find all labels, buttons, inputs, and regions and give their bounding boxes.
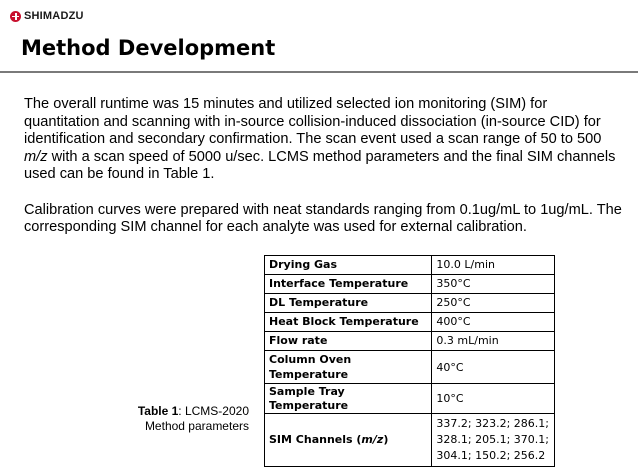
param-value: 10°C xyxy=(432,384,555,414)
param-name: Column Oven Temperature xyxy=(265,351,432,384)
lcms-parameters-table xyxy=(264,255,555,467)
caption-label: Table 1 xyxy=(137,404,179,418)
shimadzu-emblem-icon xyxy=(10,11,21,22)
table-row xyxy=(265,294,555,313)
title-divider xyxy=(0,71,638,73)
body-text xyxy=(24,96,624,237)
param-value: 350°C xyxy=(432,275,555,294)
logo-text: SHIMADZU xyxy=(24,10,84,22)
table-row xyxy=(265,332,555,351)
table-caption xyxy=(138,404,249,434)
param-name: Heat Block Temperature xyxy=(265,313,432,332)
slide-title: Method Development xyxy=(21,36,276,60)
param-value: 337.2; 323.2; 286.1; 328.1; 205.1; 370.1; 304.1; 150.2; 256.2 xyxy=(432,414,555,467)
paragraph-runtime: The overall runtime was 15 minutes and utilized selected ion monitoring (SIM) for quantitation and scanning with in-source collision-induced dissociation (in-source CID) for identification and secondary confirmation. The scan event used a scan range of 50 to 500 m/z with a scan speed of 5000 u/sec. LCMS method parameters and the final SIM channels used can be found in Table 1. xyxy=(24,96,616,183)
paragraph-calibration: Calibration curves were prepared with neat standards ranging from 0.1ug/mL to 1ug/mL. The corresponding SIM channel for each analyte was used for external calibration. xyxy=(24,201,622,236)
table-row xyxy=(265,414,555,467)
table-row xyxy=(265,313,555,332)
table-row xyxy=(265,351,555,384)
shimadzu-logo xyxy=(10,9,84,23)
param-value: 0.3 mL/min xyxy=(432,332,555,351)
param-name: DL Temperature xyxy=(265,294,432,313)
param-name: Sample Tray Temperature xyxy=(265,384,432,414)
param-name: SIM Channels (m/z) xyxy=(265,414,432,467)
table-row xyxy=(265,256,555,275)
caption-line2: Method parameters xyxy=(144,419,249,433)
param-name: Interface Temperature xyxy=(265,275,432,294)
param-name: Flow rate xyxy=(265,332,432,351)
param-value: 10.0 L/min xyxy=(432,256,555,275)
param-value: 250°C xyxy=(432,294,555,313)
param-name: Drying Gas xyxy=(265,256,432,275)
param-value: 400°C xyxy=(432,313,555,332)
caption-text: : LCMS-2020 xyxy=(178,404,249,418)
table-row xyxy=(265,384,555,414)
param-value: 40°C xyxy=(432,351,555,384)
table-row xyxy=(265,275,555,294)
